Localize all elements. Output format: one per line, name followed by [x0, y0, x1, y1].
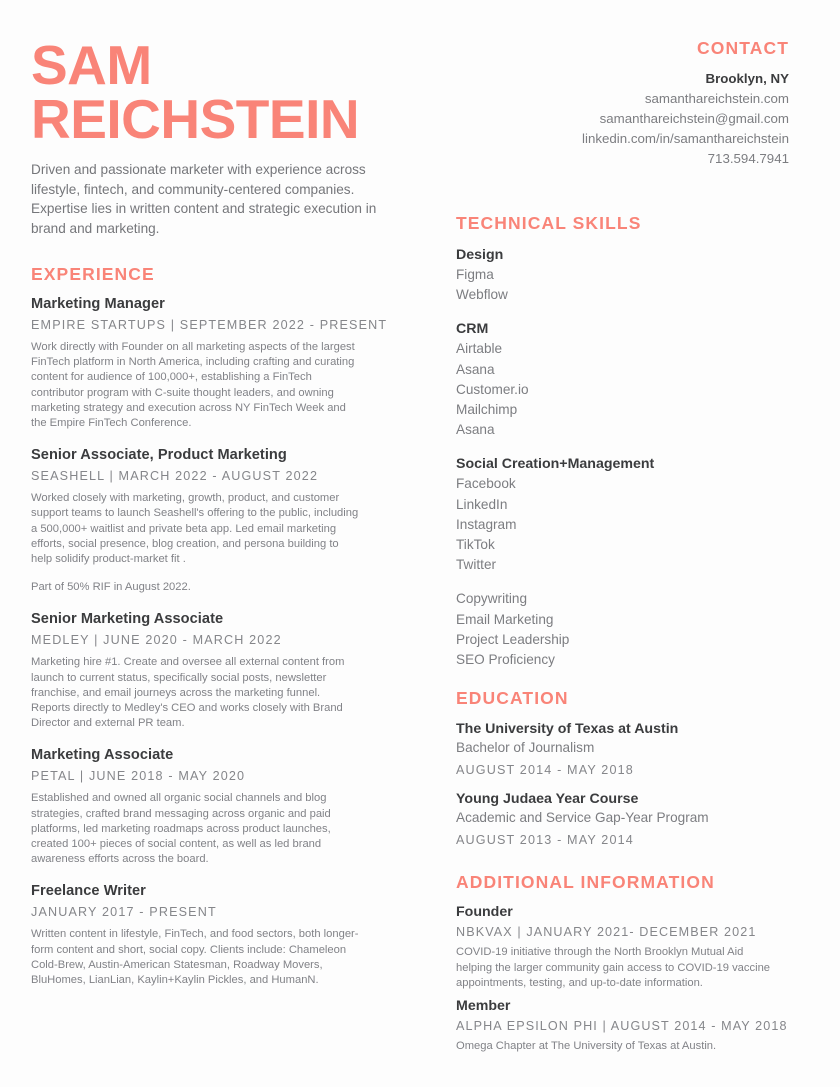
education-degree: Bachelor of Journalism — [456, 740, 595, 756]
experience-entry — [31, 296, 421, 431]
right-column — [456, 38, 789, 1061]
skill-group-title: Design — [456, 247, 504, 263]
additional-meta: ALPHA EPSILON PHI | AUGUST 2014 - MAY 2018 — [456, 1019, 788, 1034]
skills-list — [456, 245, 789, 670]
name-last: REICHSTEIN — [31, 88, 360, 150]
experience-description: Marketing hire #1. Create and oversee all external content from launch to current status, specifically social posts, newsletter franchise, and email journeys across the marketing funnel. Reports directly to Medley's CEO and works closely with Brand Director and external PR team. — [31, 656, 345, 730]
contact-list — [456, 69, 789, 169]
experience-meta: MEDLEY | JUNE 2020 - MARCH 2022 — [31, 633, 282, 648]
skill-item: Figma — [456, 267, 494, 282]
left-column — [31, 34, 421, 1004]
skill-group-title: CRM — [456, 321, 489, 338]
name-first: SAM — [31, 34, 152, 96]
skill-item: Twitter — [456, 557, 497, 573]
spacer — [456, 670, 789, 688]
experience-meta: SEASHELL | MARCH 2022 - AUGUST 2022 — [31, 469, 319, 484]
skill-item: LinkedIn — [456, 496, 508, 512]
experience-note: Part of 50% RIF in August 2022. — [31, 581, 191, 594]
skill-item: Facebook — [456, 476, 516, 492]
education-school: The University of Texas at Austin — [456, 721, 679, 738]
experience-entry — [31, 883, 421, 988]
education-school: Young Judaea Year Course — [456, 791, 639, 808]
skill-item: Project Leadership — [456, 631, 570, 647]
skill-group-title: Social Creation+Management — [456, 456, 655, 473]
section-title-skills: TECHNICAL SKILLS — [456, 213, 642, 233]
professional-summary: Driven and passionate marketer with experience across lifestyle, fintech, and community-centered companies. Expertise lies in written content and strategic execution in brand and marketing. — [31, 162, 377, 236]
skill-item: Email Marketing — [456, 611, 554, 627]
spacer — [31, 238, 421, 264]
skill-item: Mailchimp — [456, 402, 518, 418]
experience-role: Freelance Writer — [31, 883, 146, 900]
additional-role: Member — [456, 998, 511, 1015]
skill-item: Instagram — [456, 516, 517, 532]
experience-description: Work directly with Founder on all marketing aspects of the largest FinTech platform in North America, including crafting and curating content for audience of 100,000+, establishing a FinTech contributor program with C-suite thought leaders, and owning marketing strategy and execution across NY FinTech Week and the Empire FinTech Conference. — [31, 341, 355, 430]
skill-item: Asana — [456, 422, 495, 438]
contact-phone[interactable]: 713.594.7941 — [707, 151, 789, 166]
experience-description: Written content in lifestyle, FinTech, and food sectors, both longer-form content and short, social copy. Clients include: Chameleon Cold-Brew, Austin-American Statesman, Roadway Movers, BluHomes, LianLian, Kaylin+Kaylin Pickles, and HumanN. — [31, 928, 359, 987]
experience-entry — [31, 747, 421, 867]
contact-linkedin[interactable]: linkedin.com/in/samanthareichstein — [582, 131, 789, 146]
spacer — [456, 195, 789, 213]
section-title-contact: CONTACT — [697, 38, 789, 58]
experience-entry — [31, 611, 421, 731]
skill-group — [456, 319, 789, 440]
additional-description: Omega Chapter at The University of Texas at Austin. — [456, 1040, 717, 1053]
skill-group — [456, 454, 789, 575]
education-dates: AUGUST 2013 - MAY 2014 — [456, 833, 634, 848]
skill-item: Copywriting — [456, 591, 528, 607]
experience-description: Worked closely with marketing, growth, product, and customer support teams to launch Seashell's offering to the public, including a 500,000+ waitlist and private beta app. Led email marketing efforts, social presence, blog creation, and persona building to help solidify product-market fit . — [31, 492, 359, 566]
spacer — [456, 860, 789, 872]
skill-group — [456, 589, 789, 670]
contact-website[interactable]: samanthareichstein.com — [644, 91, 789, 106]
experience-meta: JANUARY 2017 - PRESENT — [31, 905, 217, 920]
section-title-experience: EXPERIENCE — [31, 264, 155, 284]
additional-description: COVID-19 initiative through the North Brooklyn Mutual Aid helping the larger community gain access to COVID-19 vaccine appointments, testing, and up-to-date information. — [456, 946, 771, 989]
experience-entry — [31, 447, 421, 595]
skill-item: TikTok — [456, 537, 495, 553]
experience-description: Established and owned all organic social channels and blog strategies, crafted brand messaging across organic and paid platforms, led marketing roadmaps across product launches, created 100+ pieces of social content, as well as led brand awareness efforts across the board. — [31, 792, 331, 866]
skill-group — [456, 245, 789, 305]
experience-role: Marketing Manager — [31, 296, 165, 312]
education-dates: AUGUST 2014 - MAY 2018 — [456, 763, 634, 778]
education-entry — [456, 790, 789, 847]
skill-item: Customer.io — [456, 381, 529, 397]
additional-meta: NBKVAX | JANUARY 2021- DECEMBER 2021 — [456, 925, 757, 940]
education-degree: Academic and Service Gap-Year Program — [456, 810, 709, 826]
contact-location: Brooklyn, NY — [705, 71, 789, 86]
skill-item: Asana — [456, 361, 495, 377]
experience-role: Senior Marketing Associate — [31, 611, 224, 628]
additional-entry — [456, 998, 789, 1054]
section-title-education: EDUCATION — [456, 688, 569, 709]
contact-email[interactable]: samanthareichstein@gmail.com — [599, 111, 789, 126]
skill-item: SEO Proficiency — [456, 652, 555, 668]
education-entry — [456, 720, 789, 777]
experience-meta: EMPIRE STARTUPS | SEPTEMBER 2022 - PRESENT — [31, 318, 388, 332]
candidate-name — [31, 34, 421, 150]
experience-role: Senior Associate, Product Marketing — [31, 447, 287, 464]
skill-item: Webflow — [456, 287, 508, 303]
additional-entry — [456, 904, 789, 991]
additional-role: Founder — [456, 904, 513, 921]
experience-role: Marketing Associate — [31, 747, 174, 764]
spacer — [456, 169, 789, 195]
section-title-additional: ADDITIONAL INFORMATION — [456, 872, 715, 893]
experience-meta: PETAL | JUNE 2018 - MAY 2020 — [31, 769, 246, 784]
skill-item: Airtable — [456, 341, 503, 357]
